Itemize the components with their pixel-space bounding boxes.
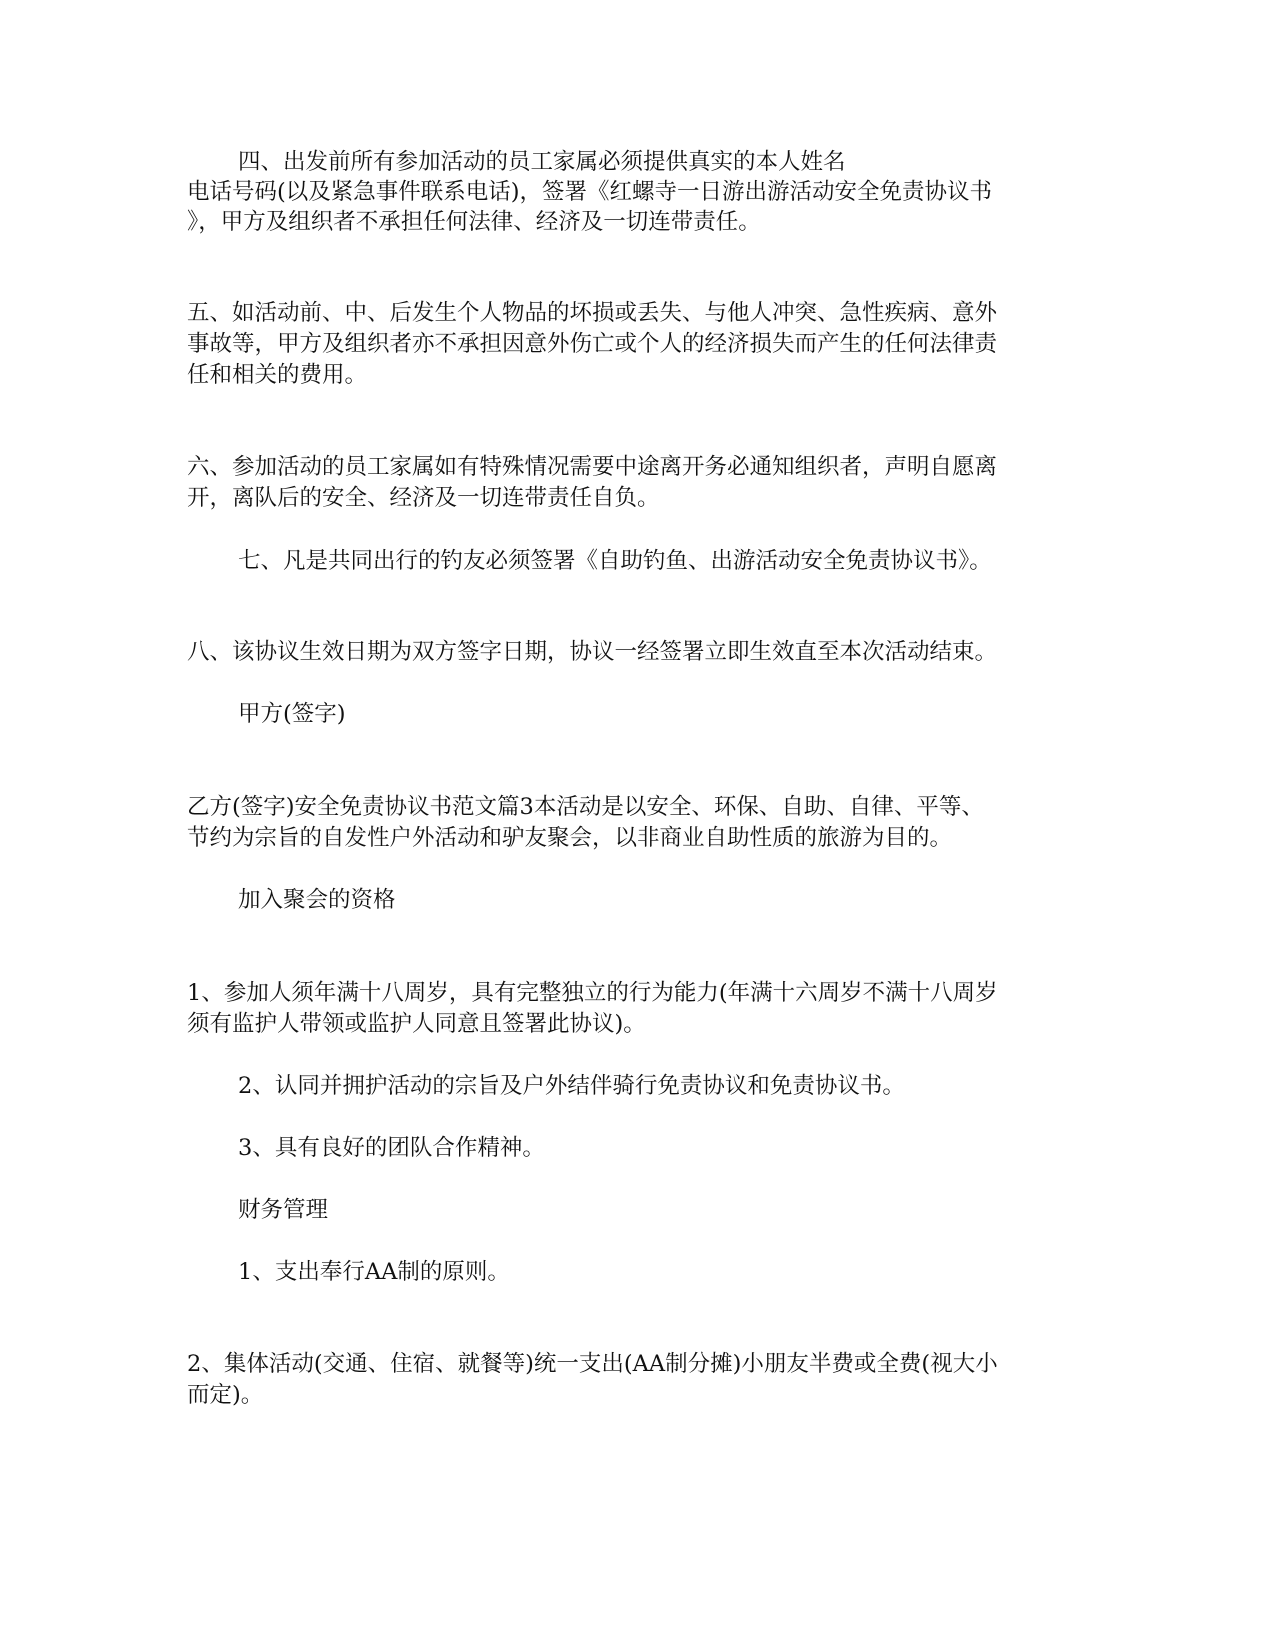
paragraph-4-line-1: 四、出发前所有参加活动的员工家属必须提供真实的本人姓名 (238, 149, 846, 175)
paragraph-4-line-2: 电话号码(以及紧急事件联系电话)，签署《红螺寺一日游出游活动安全免责协议书 (187, 179, 993, 205)
paragraph-6-line-2: 开，离队后的安全、经济及一切连带责任自负。 (187, 485, 660, 511)
paragraph-5-line-1: 五、如活动前、中、后发生个人物品的坏损或丢失、与他人冲突、急性疾病、意外 (187, 300, 998, 326)
section-heading-finance: 财务管理 (238, 1197, 329, 1223)
qualification-item-2: 2、认同并拥护活动的宗旨及户外结伴骑行免责协议和免责协议书。 (238, 1073, 905, 1099)
finance-item-2-line-2: 而定)。 (187, 1382, 264, 1408)
finance-item-1: 1、支出奉行AA制的原则。 (238, 1259, 510, 1285)
party-b-paragraph-line-1: 乙方(签字)安全免责协议书范文篇3本活动是以安全、环保、自助、自律、平等、 (187, 794, 984, 820)
qualification-item-3: 3、具有良好的团队合作精神。 (238, 1135, 545, 1161)
party-b-paragraph-line-2: 节约为宗旨的自发性户外活动和驴友聚会，以非商业自助性质的旅游为目的。 (187, 825, 953, 851)
paragraph-7: 七、凡是共同出行的钓友必须签署《自助钓鱼、出游活动安全免责协议书》。 (238, 548, 992, 574)
qualification-item-1-line-1: 1、参加人须年满十八周岁，具有完整独立的行为能力(年满十六周岁不满十八周岁 (187, 980, 998, 1006)
paragraph-4-line-3: 》，甲方及组织者不承担任何法律、经济及一切连带责任。 (187, 209, 761, 235)
paragraph-8: 八、该协议生效日期为双方签字日期，协议一经签署立即生效直至本次活动结束。 (187, 639, 998, 665)
paragraph-5-line-3: 任和相关的费用。 (187, 362, 368, 388)
paragraph-6-line-1: 六、参加活动的员工家属如有特殊情况需要中途离开务必通知组织者，声明自愿离 (187, 454, 998, 480)
paragraph-5-line-2: 事故等，甲方及组织者亦不承担因意外伤亡或个人的经济损失而产生的任何法律责 (187, 331, 998, 357)
party-a-signature: 甲方(签字) (238, 701, 346, 727)
qualification-item-1-line-2: 须有监护人带领或监护人同意且签署此协议)。 (187, 1011, 646, 1037)
section-heading-qualification: 加入聚会的资格 (238, 887, 396, 913)
finance-item-2-line-1: 2、集体活动(交通、住宿、就餐等)统一支出(AA制分摊)小朋友半费或全费(视大小 (187, 1351, 998, 1377)
